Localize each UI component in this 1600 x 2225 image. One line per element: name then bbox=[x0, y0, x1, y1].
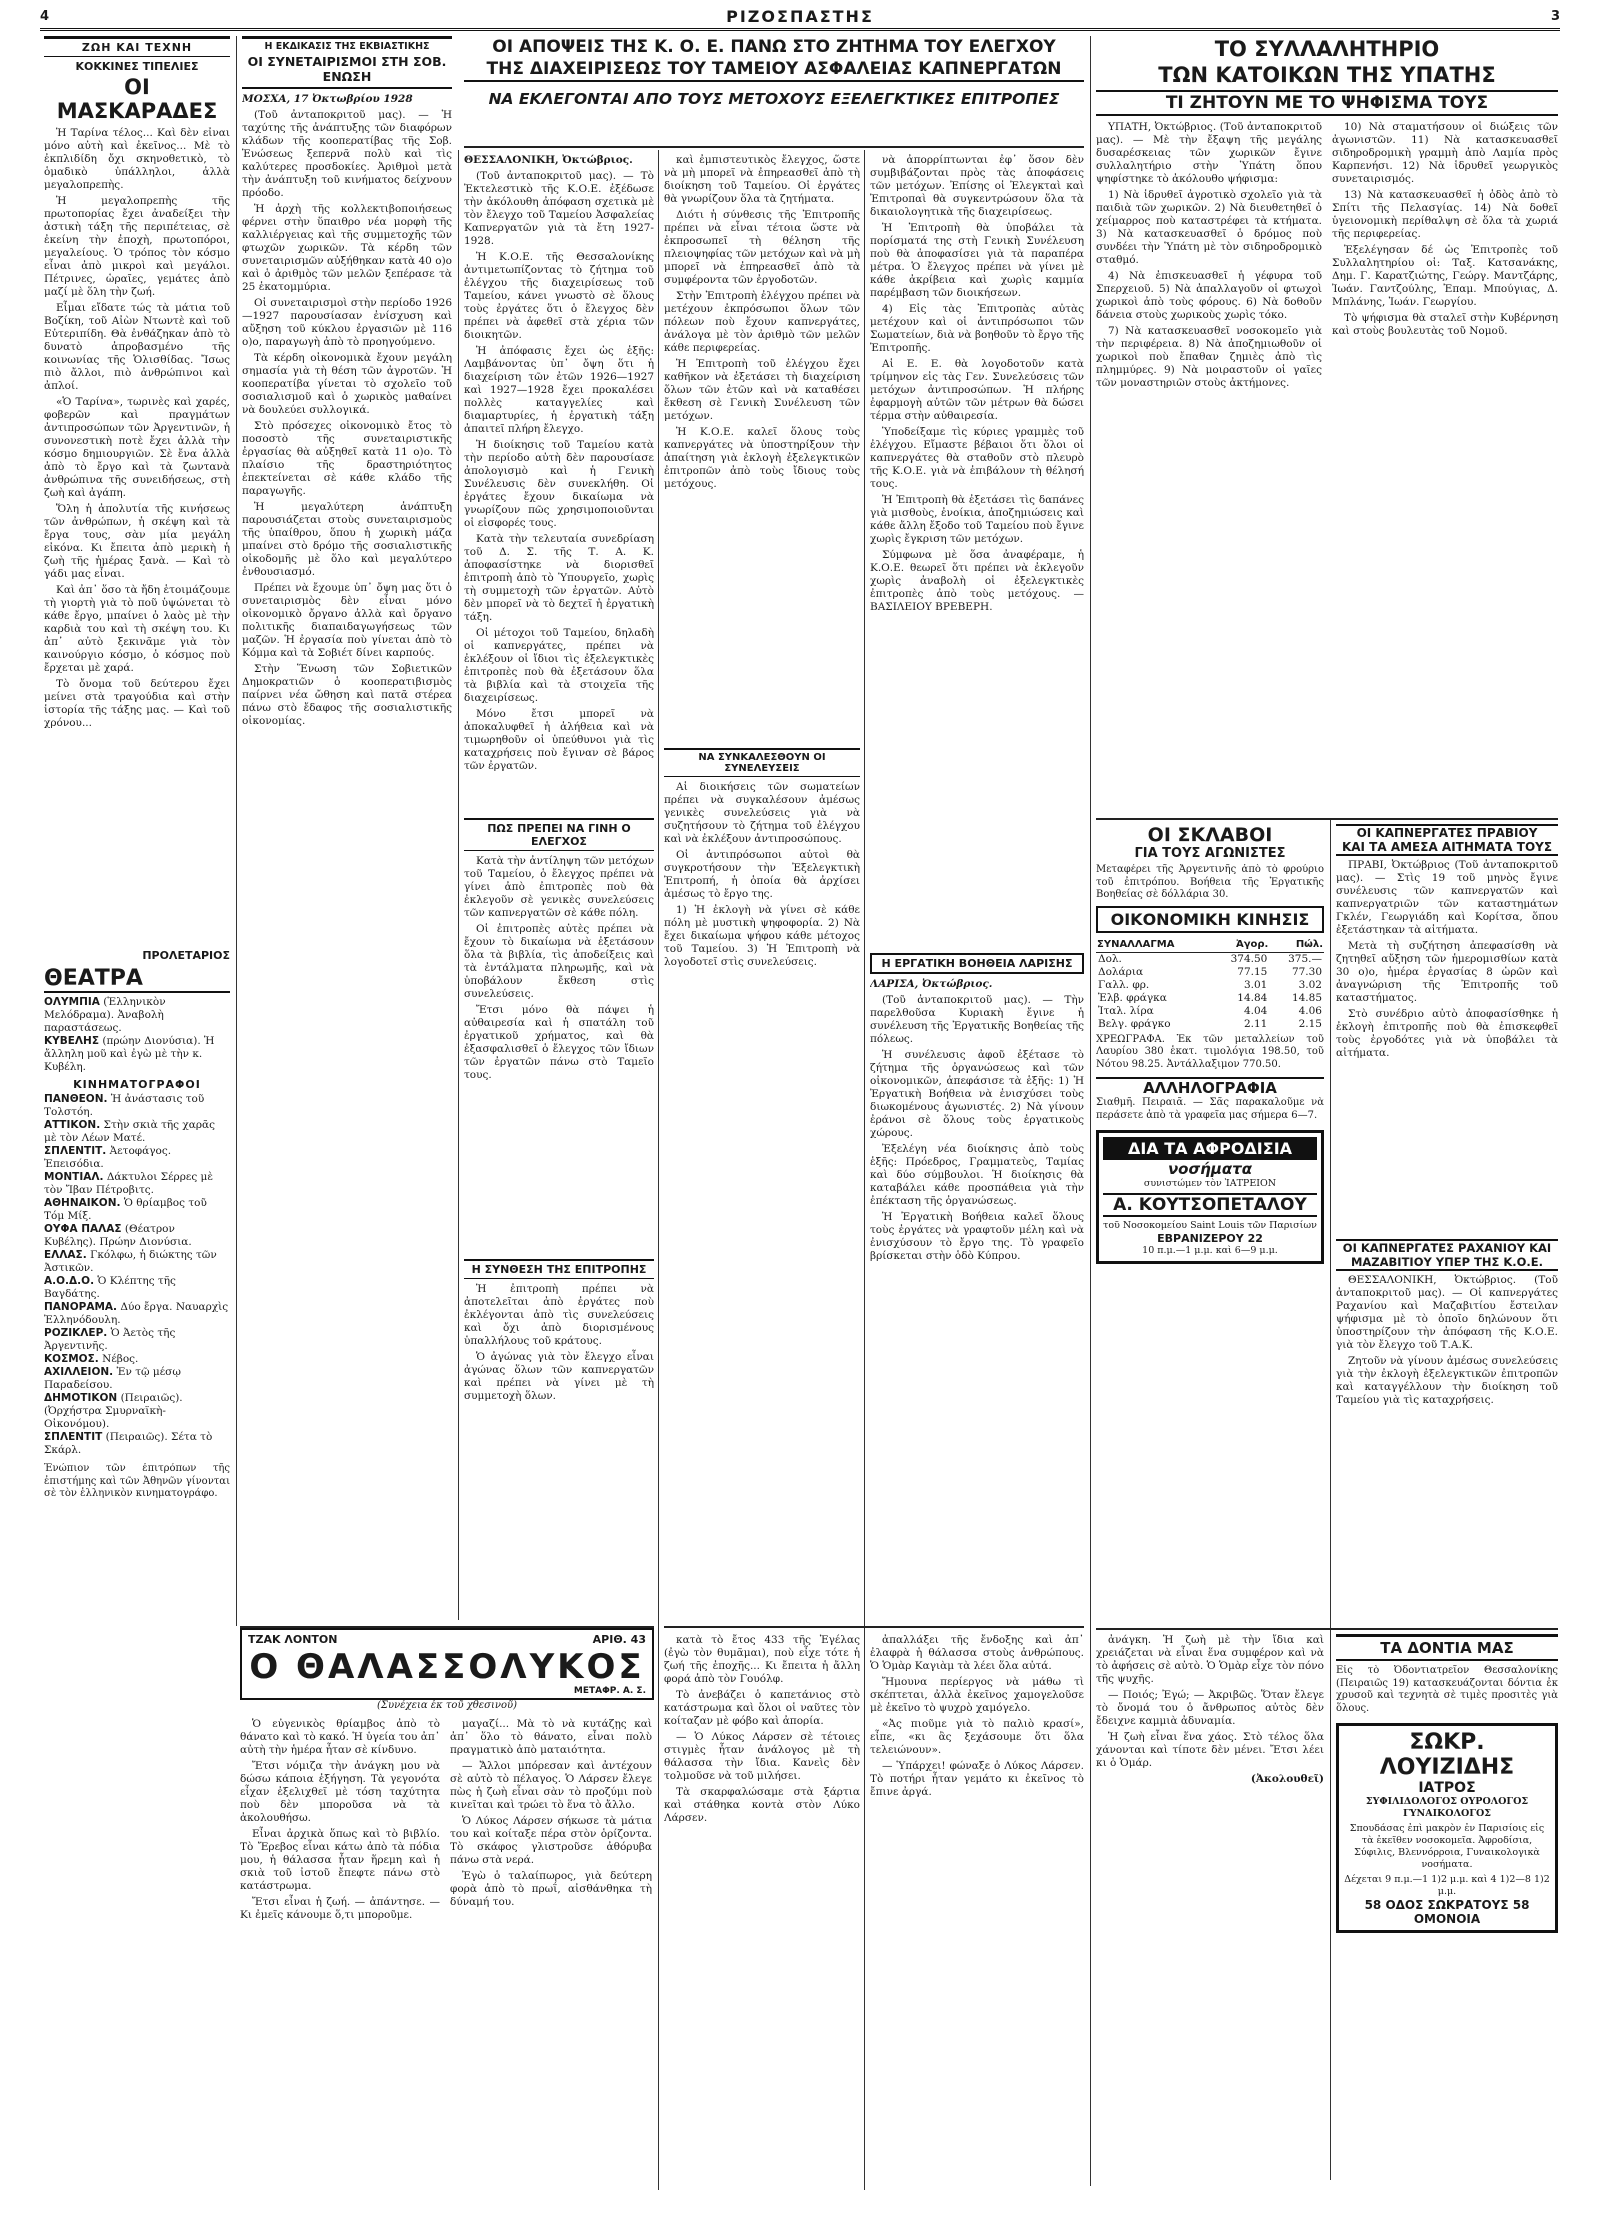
table-row bbox=[1096, 1018, 1324, 1031]
paragraph: Ἤμουνα περίεργος νὰ μάθω τὶ σκέπτεται, ἀλλὰ ἐκεῖνος χαμογελοῦσε μὲ ἐκεῖνο τὸ ψυχρὸ χαμόγελο. bbox=[870, 1676, 1084, 1714]
headline-line: ΜΑΖΑΒΙΤΙΟΥ ΥΠΕΡ ΤΗΣ Κ.Ο.Ε. bbox=[1336, 1255, 1558, 1271]
exchange-table bbox=[1096, 937, 1324, 1031]
paragraph: Στὴν Ἐπιτροπὴ ἐλέγχου πρέπει νὰ μετέχουν ἐκπρόσωποι ὅλων τῶν πόλεων ποὺ ἔχουν καπνεργάτες, ἀνάλογα μὲ τὸν ἀριθμὸ τῶν μελῶν κάθε περιφερείας. bbox=[664, 290, 860, 354]
newspaper-name: ΡΙΖΟΣΠΑΣΤΗΣ bbox=[726, 6, 874, 26]
paragraph: Ἡ διοίκησις τοῦ Ταμείου κατὰ τὴν περίοδο αὐτὴ δὲν παρουσίασε ἀπολογισμὸ καὶ ἡ Γενικὴ Συνέλευσις δὲν συνεκλήθη. Οἱ ἐργάτες ἔχουν δικαίωμα νὰ γνωρίζουν πῶς χρησιμοποιοῦνται οἱ εἰσφορές τους. bbox=[464, 439, 654, 529]
paragraph: Ὑποδείξαμε τὶς κύριες γραμμὲς τοῦ ἐλέγχου. Εἴμαστε βέβαιοι ὅτι ὅλοι οἱ καπνεργάτες θὰ σταθοῦν στὸ πλευρὸ τῆς Κ.Ο.Ε. γιὰ νὰ ἐπιβάλουν τὴ θέλησή τους. bbox=[870, 426, 1084, 490]
table-header: Ἀγορ. bbox=[1211, 937, 1270, 953]
listing-entry bbox=[44, 1301, 230, 1327]
article-body bbox=[664, 154, 860, 744]
listing-text: Ἀετοφάγος. Ἐπεισόδια. bbox=[44, 1145, 172, 1170]
cinema-list bbox=[44, 1093, 230, 1457]
table-cell: 3.02 bbox=[1298, 978, 1322, 991]
article-body bbox=[1096, 121, 1322, 811]
letters-title: ΑΛΛΗΛΟΓΡΑΦΙΑ bbox=[1096, 1077, 1324, 1097]
listing-name: ΠΑΝΟΡΑΜΑ. bbox=[44, 1301, 118, 1313]
column-rule bbox=[1090, 36, 1091, 2186]
doctor-text: Σπουδάσας ἐπὶ μακρὸν ἐν Παρισίοις εἰς τὰ ἐκεῖθεν νοσοκομεῖα. Ἀφροδίσια, Σύφιλις, Βλεννόρροια, Γυναικολογικὰ νοσήματα. bbox=[1349, 1823, 1545, 1870]
paragraph: Ἐγὼ ὁ ταλαίπωρος, γιὰ δεύτερη φορὰ ἀπὸ τὸ πρωΐ, αἰσθάνθηκα τὴ δύναμή του. bbox=[450, 1870, 652, 1908]
listing-entry bbox=[44, 1366, 230, 1392]
paragraph: 1) Ἡ ἐκλογὴ νὰ γίνει σὲ κάθε πόλη μὲ μυστικὴ ψηφοφορία. 2) Νὰ ἔχει δικαίωμα ψήφου κάθε μέτοχος τοῦ Ταμείου. 3) Ἡ Ἐπιτροπὴ νὰ λογοδοτεῖ στὶς συνελεύσεις. bbox=[664, 904, 860, 968]
table-cell: 14.84 bbox=[1237, 991, 1268, 1004]
listing-name: ΑΘΗΝΑΙΚΟΝ. bbox=[44, 1197, 121, 1209]
listing-entry bbox=[44, 1249, 230, 1275]
paragraph: Ἡ Κ.Ο.Ε. τῆς Θεσσαλονίκης ἀντιμετωπίζοντας τὸ ζήτημα τοῦ ἐλέγχου τῆς διαχειρίσεως τοῦ Ταμείου, κάνει γνωστὸ σὲ ὅλους τοὺς ἐργάτες ὅτι ὁ ἔλεγχος δὲν πρέπει νὰ ἀφεθεῖ στὰ χέρια τῶν διοικητῶν. bbox=[464, 251, 654, 341]
paragraph: 4) Εἰς τὰς Ἐπιτροπὰς αὐτὰς μετέχουν καὶ οἱ ἀντιπρόσωποι τῶν Σωματείων, διὰ νὰ βοηθοῦν τὸ ἔργο τῆς Ἐπιτροπῆς. bbox=[870, 303, 1084, 354]
listing-name: ΑΧΙΛΛΕΙΟΝ. bbox=[44, 1366, 114, 1378]
listing-entry bbox=[44, 1093, 230, 1119]
article-body bbox=[870, 154, 1084, 949]
listing-name: ΟΛΥΜΠΙΑ bbox=[44, 996, 100, 1008]
paragraph: — Ποιός; Ἐγώ; — Ἀκριβῶς. Ὅταν ἔλεγε τὸ ὄνομά του ὁ ἄνθρωπος αὐτὸς δὲν ἔδειχνε καμμιὰ ἀδυναμία. bbox=[1096, 1689, 1324, 1727]
to-be-continued: (Ἀκολουθεῖ) bbox=[1250, 1773, 1324, 1785]
advertisement bbox=[1096, 1130, 1324, 1264]
paragraph: Τὸ ψήφισμα θὰ σταλεῖ στὴν Κυβέρνηση καὶ στοὺς βουλευτὰς τοῦ Νομοῦ. bbox=[1332, 312, 1558, 337]
paragraph: — Ἄλλοι μπόρεσαν καὶ ἀντέχουν σὲ αὐτὸ τὸ πέλαγος. Ὁ Λάρσεν ἔλεγε πὼς ἡ ζωὴ εἶναι σὰν τὸ προζύμι ποὺ κινεῖται καὶ τρώει τὸ ἕνα τὸ ἄλλο. bbox=[450, 1760, 652, 1811]
paragraph: Ζητοῦν νὰ γίνουν ἀμέσως συνελεύσεις γιὰ τὴν ἐκλογὴ ἐξελεγκτικῶν ἐπιτροπῶν καὶ καταγγέλλουν τὴν διοίκηση τοῦ Ταμείου γιὰ τὶς καταχρήσεις. bbox=[1336, 1355, 1558, 1406]
headline-line-3: ΤΙ ΖΗΤΟΥΝ ΜΕ ΤΟ ΨΗΦΙΣΜΑ ΤΟΥΣ bbox=[1096, 90, 1558, 116]
divider bbox=[1096, 818, 1558, 820]
headline-line-3: ΝΑ ΕΚΛΕΓΟΝΤΑΙ ΑΠΟ ΤΟΥΣ ΜΕΤΟΧΟΥΣ ΕΞΕΛΕΓΚΤΙΚΕΣ ΕΠΙΤΡΟΠΕΣ bbox=[488, 90, 1060, 108]
workers-column bbox=[1336, 824, 1558, 1624]
ad-line: συνιστώμεν τὸν ἸΑΤΡΕΙΟΝ bbox=[1143, 1178, 1277, 1189]
listing-text: Γκόλφω, ἡ διώκτης τῶν Ἀστικῶν. bbox=[44, 1249, 217, 1274]
paragraph: Κατὰ τὴν τελευταία συνεδρίαση τοῦ Δ. Σ. τῆς Τ. Α. Κ. ἀποφασίστηκε νὰ διορισθεῖ ἐπιτροπὴ ἀπὸ τὸ Ὑπουργεῖο, χωρὶς τὴ συμμετοχὴ τῶν ἐργατῶν. Αὐτὸ δὲν μπορεῖ νὰ τὸ δεχτεῖ ἡ ἐργατικὴ τάξη. bbox=[464, 533, 654, 623]
headline-line: ΚΑΙ ΤΑ ΑΜΕΣΑ ΑΙΤΗΜΑΤΑ ΤΟΥΣ bbox=[1336, 840, 1558, 856]
teeth-title: ΤΑ ΔΟΝΤΙΑ ΜΑΣ bbox=[1336, 1634, 1558, 1661]
table-cell: 14.85 bbox=[1291, 991, 1322, 1004]
signature: ΠΡΟΛΕΤΑΡΙΟΣ bbox=[142, 949, 230, 962]
table-cell: 77.15 bbox=[1237, 965, 1268, 978]
theatre-list bbox=[44, 996, 230, 1074]
listing-entry bbox=[44, 1353, 230, 1366]
listing-text: (Θέατρον Κυβέλης). Πρώην Διονύσια. bbox=[44, 1223, 192, 1248]
listing-entry bbox=[44, 1145, 230, 1171]
article-body bbox=[44, 127, 230, 947]
listing-entry bbox=[44, 1197, 230, 1223]
serial-column-5 bbox=[1096, 1634, 1324, 2188]
footnote: Ἐνώπιον τῶν ἐπιτρόπων τῆς ἐπιστήμης καὶ τῶν Ἀθηνῶν γίνονται σὲ τὸν ἑλληνικὸν κινηματογράφο. bbox=[44, 1463, 230, 1499]
paragraph: Τὸ ὄνομα τοῦ δεύτερου ἔχει μείνει στὰ τραγούδια καὶ στὴν ἱστορία τῆς τάξης μας. — Καὶ τοῦ χρόνου... bbox=[44, 678, 230, 729]
divider bbox=[240, 1626, 654, 1628]
headline-line-1: ΤΟ ΣΥΛΛΑΛΗΤΗΡΙΟ bbox=[1214, 37, 1440, 61]
article-body bbox=[1336, 859, 1558, 1239]
table-cell: Βελγ. φράγκο bbox=[1098, 1017, 1171, 1030]
serial-title: Ο ΘΑΛΑΣΣΟΛΥΚΟΣ bbox=[249, 1647, 645, 1687]
paragraph: Ἡ ἀπόφασις ἔχει ὡς ἑξῆς: Λαμβάνοντας ὑπ᾽ ὄψη ὅτι ἡ διαχείριση τῶν ἐτῶν 1926—1927 καὶ 1927—1928 ἔχει προκαλέσει πολλὲς καταγγελίες καὶ διαμαρτυρίες, ἡ ἐργατικὴ τάξη ἀπαιτεῖ πλήρη ἔλεγχο. bbox=[464, 345, 654, 435]
table-header: Πώλ. bbox=[1269, 937, 1324, 953]
listing-text: (πρώην Διονύσια). Ἡ ἄλληλη μοῦ καὶ ἐγὼ μὲ τὴν κ. Κυβέλη. bbox=[44, 1035, 215, 1073]
serial-number: ΑΡΙΘ. 43 bbox=[592, 1633, 646, 1646]
listing-name: ΣΠΛΕΝΤΙΤ. bbox=[44, 1145, 107, 1157]
slaves-title: ΟΙ ΣΚΛΑΒΟΙ bbox=[1147, 824, 1273, 846]
doctor-hours: Δέχεται 9 π.μ.—1 1)2 μ.μ. καὶ 4 1)2—8 1)2 μ.μ. bbox=[1344, 1874, 1550, 1897]
paragraph: Ἡ ἐπιτροπὴ πρέπει νὰ ἀποτελεῖται ἀπὸ ἐργάτες ποὺ ἐκλέγονται ἀπὸ τὶς συνελεύσεις καὶ ὄχι ἀπὸ διορισμένους ὑπαλλήλους τοῦ κράτους. bbox=[464, 1283, 654, 1347]
paragraph: ΘΕΣΣΑΛΟΝΙΚΗ, Ὀκτώβριος. (Τοῦ ἀνταποκριτοῦ μας). — Οἱ καπνεργάτες Ραχανίου καὶ Μαζαβιτίου ἔστειλαν ψήφισμα μὲ τὸ ὁποῖο δηλώνουν ὅτι ὑποστηρίζουν τὴν ἀπόφαση τῆς Κ.Ο.Ε. γιὰ τὸν ἔλεγχο τοῦ Τ.Α.Κ. bbox=[1336, 1274, 1558, 1351]
page-number-left: 4 bbox=[40, 8, 50, 24]
paragraph: Ἡ Ἐπιτροπὴ θὰ ὑποβάλει τὰ πορίσματά της στὴ Γενικὴ Συνέλευση ποὺ θὰ ἀποφασίσει γιὰ τὰ παραπέρα μέτρα. Ὁ ἔλεγχος πρέπει νὰ γίνει μὲ κάθε ἀκρίβεια καὶ χωρὶς καμμία παρέμβαση τῶν διοικήσεων. bbox=[870, 222, 1084, 299]
serial-author: ΤΖΑΚ ΛΟΝΤΟΝ bbox=[248, 1633, 338, 1646]
doctor-place: ΟΜΟΝΟΙΑ bbox=[1413, 1912, 1481, 1926]
main-article-column-3 bbox=[870, 154, 1084, 1614]
column-rule bbox=[458, 150, 459, 1620]
table-cell: Ἰταλ. λίρα bbox=[1098, 1004, 1154, 1017]
paragraph: Ἐξελέγη νέα διοίκησις ἀπὸ τοὺς ἑξῆς: Πρόεδρος, Γραμματεὺς, Ταμίας καὶ δύο σύμβουλοι. Ἡ διοίκησις θὰ καταβάλει κάθε προσπάθεια γιὰ τὴν ἐπέκταση τῆς ὀργανώσεως. bbox=[870, 1143, 1084, 1207]
paragraph: Οἱ ἀντιπρόσωποι αὐτοὶ θὰ συγκροτήσουν τὴν Ἐξελεγκτικὴ Ἐπιτροπή, ἡ ὁποία θὰ ἀρχίσει ἀμέσως τὸ ἔργο της. bbox=[664, 849, 860, 900]
listing-name: ΚΥΒΕΛΗΣ bbox=[44, 1035, 100, 1047]
paragraph: Οἱ συνεταιρισμοὶ στὴν περίοδο 1926—1927 παρουσίασαν ἐνίσχυση καὶ αὔξηση τοῦ κύκλου ἐργασιῶν μὲ 116 ο)ο, παραγωγὴ ἀπὸ τὸ προηγούμενο. bbox=[242, 297, 452, 348]
listing-text: Νέβος. bbox=[102, 1353, 139, 1365]
listing-entry bbox=[44, 1327, 230, 1353]
paragraph: Ὁ εὐγενικὸς θρίαμβος ἀπὸ τὸ θάνατο καὶ τὸ κακό. Ἡ ὑγεία του ἀπ᾽ αὐτὴ τὴν ἡμέρα ἦταν σὲ κίνδυνο. bbox=[240, 1718, 440, 1756]
paragraph: (Τοῦ ἀνταποκριτοῦ μας). — Τὴν παρελθοῦσα Κυριακὴ ἔγινε ἡ συνέλευση τῆς Ἐργατικῆς Βοηθείας τῆς πόλεως. bbox=[870, 994, 1084, 1045]
listing-entry bbox=[44, 996, 230, 1035]
paragraph: ἀνάγκη. Ἡ ζωὴ μὲ τὴν ἴδια καὶ χρειάζεται νὰ εἶναι ἕνα συμφέρον καὶ νὰ τὸ ἀφήσεις σὲ αὐτὸ. Ὁ Ὁμὰρ εἶχε τὸν πόνο τῆς ψυχῆς. bbox=[1096, 1634, 1324, 1685]
table-row bbox=[1096, 952, 1324, 966]
listing-name: ΔΗΜΟΤΙΚΟΝ bbox=[44, 1392, 118, 1404]
listing-text: Ἐν τῷ μέσῳ Παραδείσου. bbox=[44, 1366, 181, 1391]
paragraph: Καὶ ἀπ᾽ ὅσο τὰ ἤδη ἑτοιμάζουμε τὴ γιορτὴ γιὰ τὸ ποῦ ὑψώνεται τὸ κάθε ἔργο, μπαίνει ὁ λαὸς μὲ τὴν καρδιὰ του καὶ τὴ σκέψη του. Κι ἀπ᾽ αὐτὸ ξεκινᾶμε γιὰ τὸν καινούργιο κόσμο, ὁ κόσμος ποὺ ἔρχεται μὲ χαρά. bbox=[44, 584, 230, 674]
cinemas-title: ΚΙΝΗΜΑΤΟΓΡΑΦΟΙ bbox=[73, 1078, 201, 1091]
ad-hours: 10 π.μ.—1 μ.μ. καὶ 6—9 μ.μ. bbox=[1142, 1245, 1278, 1256]
slaves-text: Μεταφέρει τῆς Ἀργεντινῆς ἀπὸ τὸ φρούριο τοῦ ἐπιτρόπου. Βοήθεια τῆς Ἐργατικῆς Βοηθείας σὲ δόλλάρια 30. bbox=[1096, 864, 1324, 900]
masthead bbox=[40, 4, 1560, 31]
table-cell: 4.06 bbox=[1298, 1004, 1322, 1017]
article-body bbox=[464, 154, 654, 814]
paragraph: Ἡ συνέλευσις ἀφοῦ ἐξέτασε τὸ ζήτημα τῆς ὀργανώσεως καὶ τῶν οἰκονομικῶν, ἀπεφάσισε τὰ ἑξῆς: 1) Ἡ Ἐργατικὴ Βοήθεια νὰ ἐνισχύσει τοὺς διωκομένους ἀγωνιστές. 2) Νὰ γίνουν ἐράνοι σὲ ὅλους τοὺς ἐργατικοὺς χώρους. bbox=[870, 1049, 1084, 1139]
listing-name: ΟΥΦΑ ΠΑΛΑΣ bbox=[44, 1223, 122, 1235]
letters-text: Σιαθμῆ. Πειραιᾶ. — Σᾶς παρακαλοῦμε νὰ περάσετε ἀπὸ τὰ γραφεῖα μας σήμερα 6—7. bbox=[1096, 1097, 1324, 1121]
paragraph: Τὸ ἀνεβάζει ὁ καπετάνιος στὸ κατάστρωμα καὶ ὅλοι οἱ ναῦτες τὸν κοίταζαν μὲ φόβο καὶ ἀπορία. bbox=[664, 1689, 860, 1727]
table-cell: 374.50 bbox=[1230, 952, 1268, 965]
headline-line: ΟΙ ΚΑΠΝΕΡΓΑΤΕΣ ΡΑΧΑΝΙΟΥ ΚΑΙ bbox=[1336, 1239, 1558, 1255]
listing-text: Στὴν σκιὰ τῆς χαρᾶς μὲ τὸν Λέων Ματέ. bbox=[44, 1119, 215, 1144]
paragraph: 1) Νὰ ἱδρυθεῖ ἀγροτικὸ σχολεῖο γιὰ τὰ παιδιὰ τῶν χωρικῶν. 2) Νὰ διευθετηθεῖ ὁ χείμαρρος ποὺ καταστρέφει τὰ κτήματα. 3) Νὰ κατασκευασθεῖ ὁ δρόμος ποὺ συνδέει τὴν Ὑπάτη μὲ τὸν σιδηροδρομικὸ σταθμό. bbox=[1096, 189, 1322, 266]
paragraph: Ἔτσι νόμιζα τὴν ἀνάγκη μου νὰ δώσω κάποια ἐξήγηση. Τὰ γεγονότα εἶχαν ἐξελιχθεῖ μὲ τόση ταχύτητα ποὺ δὲν μποροῦσα νὰ τὰ ἀκολουθήσω. bbox=[240, 1760, 440, 1824]
paragraph: Ἔτσι εἶναι ἡ ζωή. — ἀπάντησε. — Κι ἐμεῖς κάνουμε ὅ,τι μποροῦμε. bbox=[240, 1896, 440, 1921]
table-header: ΣΥΝΑΛΛΑΓΜΑ bbox=[1096, 937, 1211, 953]
listing-name: Α.Ο.Δ.Ο. bbox=[44, 1275, 95, 1287]
paragraph: — Ὑπάρχει! φώναξε ὁ Λύκος Λάρσεν. Τὸ ποτήρι ἦταν γεμάτο κι ἐκεῖνος τὸ ἔπινε ἀργά. bbox=[870, 1760, 1084, 1798]
table-cell: 77.30 bbox=[1291, 965, 1322, 978]
paragraph: Ὁ Λύκος Λάρσεν σήκωσε τὰ μάτια του καὶ κοίταξε πέρα στὸν ὁρίζοντα. Τὸ σκάφος γλιστροῦσε ἀθόρυβα πάνω στὰ νερά. bbox=[450, 1815, 652, 1866]
paragraph: Ὁ ἀγώνας γιὰ τὸν ἔλεγχο εἶναι ἀγώνας ὅλων τῶν καπνεργατῶν καὶ πρέπει νὰ γίνει μὲ τὴ συμμετοχὴ ὅλων. bbox=[464, 1351, 654, 1402]
listing-entry bbox=[44, 1275, 230, 1301]
listing-text: Ὁ Κλέπτης τῆς Βαγδάτης. bbox=[44, 1275, 176, 1300]
paragraph: Ἡ μεγαλύτερη ἀνάπτυξη παρουσιάζεται στοὺς συνεταιρισμοὺς τῆς ὑπαίθρου, ὅπου ἡ χωρικὴ μάζα μπαίνει στὸ δρόμο τῆς σοσιαλιστικῆς οἰκοδομῆς μὲ ὅλο καὶ μεγαλύτερο ἐνθουσιασμό. bbox=[242, 501, 452, 578]
article-title: ΟΙ ΜΑΣΚΑΡΑΔΕΣ bbox=[56, 75, 218, 123]
paragraph: 10) Νὰ σταματήσουν οἱ διώξεις τῶν ἀγωνιστῶν. 11) Νὰ κατασκευασθεῖ σιδηροδρομικὴ γραμμὴ ἀπὸ Λαμία πρὸς Καρπενήσι. 12) Νὰ ἱδρυθεῖ γεωργικὸς συνεταιρισμός. bbox=[1332, 121, 1558, 185]
paragraph: Εἶναι ἀρχικὰ ὅπως καὶ τὸ βιβλίο. Τὸ Ἔρεβος εἶναι κάτω ἀπὸ τὰ πόδια μου, ἡ θάλασσα ἦταν ἥρεμη καὶ ἡ σκιὰ τοῦ ἰστοῦ ἔπεφτε πάνω στὸ κατάστρωμα. bbox=[240, 1828, 440, 1892]
paragraph: μαγαζί... Μὰ τὸ νὰ κυτάζῃς καὶ ἀπ᾽ ὅλο τὸ θάνατο, εἶναι πολὺ πραγματικὸ ἀπὸ ματαιότητα. bbox=[450, 1718, 652, 1756]
kicker: Η ΕΚΔΙΚΑΣΙΣ ΤΗΣ ΕΚΒΙΑΣΤΙΚΗΣ bbox=[242, 36, 452, 52]
article-body bbox=[464, 855, 654, 1255]
headline-line-2: ΤΗΣ ΔΙΑΧΕΙΡΙΣΕΩΣ ΤΟΥ ΤΑΜΕΙΟΥ ΑΣΦΑΛΕΙΑΣ ΚΑΠΝΕΡΓΑΤΩΝ bbox=[464, 58, 1084, 82]
dateline: ΘΕΣΣΑΛΟΝΙΚΗ, Ὀκτώβριος. bbox=[464, 154, 633, 166]
serial-header bbox=[240, 1628, 654, 1700]
page-number-right: 3 bbox=[1550, 8, 1560, 24]
ad-heading: ΔΙΑ ΤΑ ΑΦΡΟΔΙΣΙΑ bbox=[1103, 1137, 1317, 1160]
divider bbox=[464, 146, 1084, 148]
divider bbox=[1096, 1628, 1558, 1630]
paragraph: Ἡ ἀρχὴ τῆς κολλεκτιβοποιήσεως φέρνει στὴν ὕπαιθρο νέα μορφὴ τῆς καλλιέργειας καὶ τῆς συμμετοχῆς τῶν φτωχῶν χωρικῶν. Τὰ κέρδη τῶν συνεταιρισμῶν αὐξήθηκαν κατὰ 40 ο)ο καὶ ὁ ἀριθμὸς τῶν μελῶν ξεπέρασε τὰ 25 ἑκατομμύρια. bbox=[242, 203, 452, 293]
table-cell: 3.01 bbox=[1243, 978, 1268, 991]
listing-entry bbox=[44, 1171, 230, 1197]
ad-line: τοῦ Νοσοκομείου Saint Louis τῶν Παρισίων bbox=[1103, 1220, 1317, 1231]
paragraph: (Τοῦ ἀνταποκριτοῦ μας). — Τὸ Ἐκτελεστικὸ τῆς Κ.Ο.Ε. ἐξέδωσε τὴν ἀκόλουθη ἀπόφαση σχετικὰ μὲ τὸν ἔλεγχο τοῦ Ταμείου Ἀσφαλείας Καπνεργατῶν γιὰ τὰ ἔτη 1927-1928. bbox=[464, 170, 654, 247]
main-article-column-2 bbox=[664, 154, 860, 1614]
paragraph: 13) Νὰ κατασκευασθεῖ ἡ ὁδὸς ἀπὸ τὸ Σπίτι τῆς Πελασγίας. 14) Νὰ δοθεῖ ὑγειονομικὴ περίθαλψη σὲ ὅλα τὰ χωριά τῆς περιφερείας. bbox=[1332, 189, 1558, 240]
article-body bbox=[464, 1283, 654, 1406]
listing-entry bbox=[44, 1119, 230, 1145]
subheading: ΠΩΣ ΠΡΕΠΕΙ ΝΑ ΓΙΝΗ Ο ΕΛΕΓΧΟΣ bbox=[464, 818, 654, 851]
paragraph: Στὴν Ἕνωση τῶν Σοβιετικῶν Δημοκρατιῶν ὁ κοοπερατιβισμὸς παίρνει νέα ὤθηση καὶ πατᾶ στέρεα πάνω στὸ ἔδαφος τῆς σοσιαλιστικῆς οἰκονομίας. bbox=[242, 663, 452, 727]
column-rule bbox=[658, 150, 659, 2190]
boxed-headline: Η ΕΡΓΑΤΙΚΗ ΒΟΗΘΕΙΑ ΛΑΡΙΣΗΣ bbox=[870, 953, 1084, 974]
listing-name: ΠΑΝΘΕΟΝ. bbox=[44, 1093, 108, 1105]
listing-name: ΚΟΣΜΟΣ. bbox=[44, 1353, 99, 1365]
paragraph: Ἡ Ἐπιτροπὴ τοῦ ἐλέγχου ἔχει καθῆκον νὰ ἐξετάσει τὴ διαχείριση ὅλων τῶν ἐτῶν καὶ νὰ καταθέσει ἔκθεση σὲ Γενικὴ Συνέλευση τῶν μετόχων. bbox=[664, 358, 860, 422]
serial-continued bbox=[240, 1700, 654, 1720]
ads-column bbox=[1336, 1634, 1558, 2194]
article-body bbox=[870, 978, 1084, 1266]
listing-entry bbox=[44, 1431, 230, 1457]
slaves-subtitle: ΓΙΑ ΤΟΥΣ ΑΓΩΝΙΣΤΕΣ bbox=[1134, 846, 1286, 861]
listing-name: ΜΟΝΤΙΑΛ. bbox=[44, 1171, 104, 1183]
paragraph: Ὅλη ἡ ἀπολυτία τῆς κινήσεως τῶν ἀνθρώπων, ἡ σκέψη καὶ τὰ ἔργα τους, σὰν μία μεγάλη εἰκόνα. Κι ἔπειτα ἀπὸ μερικὴ ἡ ζωὴ τῆς ἡμέρας ξανὰ. — Καὶ τὸ γάδι μας εἶναι. bbox=[44, 503, 230, 580]
doctor-advertisement bbox=[1336, 1723, 1558, 1933]
table-cell: Δολάρια bbox=[1098, 965, 1144, 978]
main-headline bbox=[464, 36, 1084, 148]
table-row bbox=[1096, 992, 1324, 1005]
table-cell: 4.04 bbox=[1243, 1004, 1268, 1017]
section-kicker: ΖΩΗ ΚΑΙ ΤΕΧΝΗ bbox=[44, 36, 230, 57]
listing-entry bbox=[44, 1223, 230, 1249]
paragraph: Μετὰ τὴ συζήτηση ἀπεφασίσθη νὰ ζητηθεῖ αὔξηση τῶν ἡμερομισθίων κατὰ 30 ο)ο, ἡμέρα ἐργασίας 8 ὡρῶν καὶ ἀναγνώριση τῆς Ἐπιτροπῆς τοῦ καταστήματος. bbox=[1336, 940, 1558, 1004]
two-column-body bbox=[1096, 121, 1558, 811]
ad-line: νοσήματα bbox=[1167, 1160, 1253, 1178]
paragraph: Ἐξελέγησαν δέ ὡς Ἐπιτροπὲς τοῦ Συλλαλητηρίου οἱ: Ταξ. Κατσανάκης, Δημ. Γ. Καρατζιώτης, Γεώργ. Μαντζάρης, Ἰωάν. Γαντζούλης, Ἐπαμ. Μπούγιας, Δ. Μπλάνης, Ἰωάν. Γεωργίου. bbox=[1332, 244, 1558, 308]
paragraph: νὰ ἀπορρίπτωνται ἐφ᾽ ὅσον δὲν συμβιβάζονται πρὸς τὰς ἀποφάσεις τῶν μετόχων. Ἐπίσης οἱ Ἐλεγκταὶ καὶ Ἐπιτροπαὶ θὰ συγκεντρώσουν ὅλα τὰ δικαιολογητικὰ τῆς διαχειρίσεως. bbox=[870, 154, 1084, 218]
paragraph: ἀπαλλάξει τῆς ἔνδοξης καὶ ἀπ᾽ ἐλαφρὰ ἡ θάλασσα στοὺς ἀνθρώπους. Ὁ Ὁμὰρ Καγιὰμ τὰ λέει ὅλα αὐτά. bbox=[870, 1634, 1084, 1672]
paragraph: Μόνο ἔτσι μπορεῖ νὰ ἀποκαλυφθεῖ ἡ ἀλήθεια καὶ νὰ τιμωρηθοῦν οἱ ὑπεύθυνοι γιὰ τὶς καταχρήσεις ποὺ ἔγιναν σὲ βάρος τῶν ἐργατῶν. bbox=[464, 708, 654, 772]
listing-text: (Πειραιῶς). Σέτα τὸ Σκάρλ. bbox=[44, 1431, 213, 1456]
economy-title: ΟΙΚΟΝΟΜΙΚΗ ΚΙΝΗΣΙΣ bbox=[1096, 906, 1324, 933]
continued-note: (Συνέχεια ἐκ τοῦ χθεσινοῦ) bbox=[377, 1700, 517, 1711]
paragraph: Αἱ Ε. Ε. θὰ λογοδοτοῦν κατὰ τρίμηνον εἰς τὰς Γεν. Συνελεύσεις τῶν μετόχων ἀντιπροσώπων. Ἡ πλήρης ἐφαρμογὴ αὐτῶν τῶν μέτρων θὰ δώσει τέρμα στὴν αὐθαιρεσία. bbox=[870, 358, 1084, 422]
paragraph: Ἡ Κ.Ο.Ε. καλεῖ ὅλους τοὺς καπνεργάτες νὰ ὑποστηρίξουν τὴν ἀπαίτηση γιὰ ἐκλογὴ ἐξελεγκτικῶν ἐπιτροπῶν ἀπὸ τοὺς ἴδιους τοὺς μετόχους. bbox=[664, 426, 860, 490]
table-row bbox=[1096, 1005, 1324, 1018]
table-row bbox=[1096, 979, 1324, 992]
paragraph: Ἔτσι μόνο θὰ πάψει ἡ αὐθαιρεσία καὶ ἡ σπατάλη τοῦ ἐργατικοῦ χρήματος, καὶ θὰ ἐξασφαλισθεῖ ὁ ἔλεγχος τῶν ἴδιων τῶν ἐργατῶν πάνω στὸ Ταμεῖο τους. bbox=[464, 1004, 654, 1081]
listing-name: ΑΤΤΙΚΟΝ. bbox=[44, 1119, 101, 1131]
listing-text: Ὁ θρίαμβος τοῦ Τόμ Μίξ. bbox=[44, 1197, 207, 1222]
paragraph: καὶ ἐμπιστευτικὸς ἔλεγχος, ὥστε νὰ μὴ μπορεῖ νὰ ἐπηρεασθεῖ ἀπὸ τὴ διοίκηση τοῦ Ταμείου. Οἱ ἐργάτες θὰ γνωρίζουν ὅλα τὰ ζητήματα. bbox=[664, 154, 860, 205]
listing-name: ΕΛΛΑΣ. bbox=[44, 1249, 87, 1261]
paragraph: Ἡ Ταρίνα τέλος... Καὶ δὲν εἶναι μόνο αὐτὴ καὶ ἐκεῖνος... Μὲ τὸ ἐκπλιδίδη ὄχι σκηνοθετικὸ, τὸ ὁμαδικὸ ὑπάλληλοι, ἀλλὰ μεγαλοπρεπὴς. bbox=[44, 127, 230, 191]
listing-entry bbox=[44, 1392, 230, 1431]
paragraph: Στὸ συνέδριο αὐτὸ ἀποφασίσθηκε ἡ ἐκλογὴ ἐπιτροπῆς ποὺ θὰ ἐπισκεφθεῖ τοὺς ἐργοδότες γιὰ νὰ ὑποβάλει τὰ αἰτήματα. bbox=[1336, 1008, 1558, 1059]
table-cell: Ἑλβ. φράγκα bbox=[1098, 991, 1167, 1004]
paragraph: 4) Νὰ ἐπισκευασθεῖ ἡ γέφυρα τοῦ Σπερχειοῦ. 5) Νὰ ἀπαλλαγοῦν οἱ φτωχοὶ χωρικοὶ ἀπὸ τοὺς φόρους. 6) Νὰ δοθοῦν δάνεια στοὺς χωρικοὺς χωρὶς τόκο. bbox=[1096, 270, 1322, 321]
paragraph: (Τοῦ ἀνταποκριτοῦ μας). — Ἡ ταχύτης τῆς ἀνάπτυξης τῶν διαφόρων κλάδων τῆς κοοπερατίβας τῆς Σοβ. Ἑνώσεως ξεπερνᾶ πολὺ καὶ τὶς καλύτερες προσδοκίες. Ἀριθμοὶ μετὰ τὴν ἀνάπτυξη τοῦ κινήματος δείχνουν πρόοδο. bbox=[242, 109, 452, 199]
column-rule bbox=[236, 36, 237, 1626]
rubric: ΚΟΚΚΙΝΕΣ ΤΙΠΕΛΙΕΣ bbox=[75, 60, 199, 73]
column-rule bbox=[1330, 820, 1331, 2180]
serial-translator: ΜΕΤΑΦΡ. Α. Σ. bbox=[573, 1686, 646, 1696]
paragraph: Ἡ Ἐργατικὴ Βοήθεια καλεῖ ὅλους τοὺς ἐργάτες νὰ γραφτοῦν μέλη καὶ νὰ ἐνισχύσουν τὸ ἔργο της. Τὸ γραφεῖο βρίσκεται στὴν ὁδὸ Κύπρου. bbox=[870, 1211, 1084, 1262]
paragraph: Ἡ ζωὴ εἶναι ἕνα χάος. Στὸ τέλος ὅλα χάνονται καὶ τίποτε δὲν μένει. Ἔτσι λέει κι ὁ Ὁμάρ. bbox=[1096, 1731, 1324, 1769]
article-body bbox=[242, 93, 452, 1593]
article-body bbox=[1336, 1274, 1558, 1410]
main-article-column-1 bbox=[464, 154, 654, 1614]
paragraph: Οἱ μέτοχοι τοῦ Ταμείου, δηλαδὴ οἱ καπνεργάτες, πρέπει νὰ ἐκλέξουν οἱ ἴδιοι τὶς ἐξελεγκτικὲς ἐπιτροπὲς ποὺ θὰ ἐξετάσουν ὅλα τὰ βιβλία καὶ τὰ στοιχεῖα τῆς διαχειρίσεως. bbox=[464, 627, 654, 704]
doctor-specialty: ΣΥΦΙΛΙΔΟΛΟΓΟΣ ΟΥΡΟΛΟΓΟΣ ΓΥΝΑΙΚΟΛΟΓΟΣ bbox=[1365, 1796, 1529, 1819]
paragraph: 7) Νὰ κατασκευασθεῖ νοσοκομεῖο γιὰ τὴν περιφέρεια. 8) Νὰ ἀποζημιωθοῦν οἱ χωρικοὶ ποὺ ἔπαθαν ζημιὲς ἀπὸ τὶς πλημμύρες. 9) Νὰ μοιραστοῦν οἱ γαῖες τῶν μοναστηριῶν στοὺς ἀκτήμονες. bbox=[1096, 325, 1322, 389]
subheading: Η ΣΥΝΘΕΣΗ ΤΗΣ ΕΠΙΤΡΟΠΗΣ bbox=[464, 1259, 654, 1279]
paragraph: Πρέπει νὰ ἔχουμε ὑπ᾽ ὄψη μας ὅτι ὁ συνεταιρισμὸς δὲν εἶναι μόνο οἰκονομικὸ ὄργανο ἀλλὰ καὶ ὄργανο πολιτικῆς διαπαιδαγωγήσεως τῶν μαζῶν. Ἡ ἐργασία ποὺ γίνεται ἀπὸ τὸ Κόμμα καὶ τὰ Σοβιέτ δίνει καρπούς. bbox=[242, 582, 452, 659]
listing-text: Ἡ ἀνάστασις τοῦ Τολστόη. bbox=[44, 1093, 205, 1118]
article-title: ΟΙ ΣΥΝΕΤΑΙΡΙΣΜΟΙ ΣΤΗ ΣΟΒ. ΕΝΩΣΗ bbox=[242, 52, 452, 89]
subheading: ΝΑ ΣΥΝΚΑΛΕΣΘΟΥΝ ΟΙ ΣΥΝΕΛΕΥΣΕΙΣ bbox=[664, 748, 860, 777]
doctor-address: 58 ΟΔΟΣ ΣΩΚΡΑΤΟΥΣ 58 bbox=[1364, 1898, 1530, 1912]
table-cell: 375.— bbox=[1288, 952, 1322, 965]
ad-address: ΕΒΡΑΝΙΖΕΡΟΥ 22 bbox=[1157, 1232, 1263, 1245]
paragraph: Τὰ σκαρφαλώσαμε στὰ ξάρτια καὶ στάθηκα κοντὰ στὸν Λύκο Λάρσεν. bbox=[664, 1786, 860, 1824]
table-cell: 2.15 bbox=[1298, 1017, 1322, 1030]
paragraph: Στὸ πρόσεχες οἰκονομικὸ ἔτος τὸ ποσοστὸ τῆς συνεταιριστικῆς ἐργασίας θὰ αὐξηθεῖ κατὰ 11 ο)ο. Τὸ πλαίσιο τῆς δραστηριότητος ἐπεκτείνεται σὲ κάθε κλάδο τῆς παραγωγῆς. bbox=[242, 420, 452, 497]
listing-name: ΡΟΖΙΚΛΕΡ. bbox=[44, 1327, 108, 1339]
serial-column-3 bbox=[664, 1634, 860, 2188]
listing-entry bbox=[44, 1035, 230, 1074]
paragraph: Ἡ μεγαλοπρεπὴς τῆς πρωτοπορίας ἔχει ἀναδείξει τὴν ἀστικὴ τάξη τῆς περιπέτειας, σὲ ἐκείνη τὴν ἐποχὴ, πρωτοπόροι, μεγαλείους. Ὁ τρόπος τὸν κόσμο εἶναι ἀπὸ μικροὶ καὶ μεγάλοι. Πέτρινες, ὡραῖες, γεμάτες ἀπὸ μαζί μὲ ὅλη τὴν ζωή. bbox=[44, 195, 230, 298]
column-rule bbox=[864, 150, 865, 2190]
paragraph: Κατὰ τὴν ἀντίληψη τῶν μετόχων τοῦ Ταμείου, ὁ ἔλεγχος πρέπει νὰ γίνει ἀπὸ ἐπιτροπὲς ποὺ θὰ ἐκλεγοῦν σὲ γενικὲς συνελεύσεις τῶν καπνεργατῶν σὲ κάθε πόλη. bbox=[464, 855, 654, 919]
securities-text: ΧΡΕΩΓΡΑΦΑ. Ἐκ τῶν μεταλλείων τοῦ Λαυρίου 380 ἑκατ. τιμολόγια 198.50, τοῦ Νότου 98.25. Ἀντάλλαξιμον 770.50. bbox=[1096, 1033, 1324, 1070]
paragraph: Ἡ Ἐπιτροπὴ θὰ ἐξετάσει τὶς δαπάνες γιὰ μισθοὺς, ἐνοίκια, ἀποζημιώσεις καὶ κάθε ἄλλη ἔξοδο τοῦ Ταμείου ποὺ ἔγινε χωρὶς ἔγκριση τῶν μετόχων. bbox=[870, 494, 1084, 545]
headline-line: ΟΙ ΚΑΠΝΕΡΓΑΤΕΣ ΠΡΑΒΙΟΥ bbox=[1336, 824, 1558, 840]
table-cell: Δολ. bbox=[1098, 952, 1122, 965]
paragraph: Οἱ ἐπιτροπὲς αὐτὲς πρέπει νὰ ἔχουν τὸ δικαίωμα νὰ ἐξετάσουν ὅλα τὰ βιβλία, τὶς ἀποδείξεις καὶ τὰ ἐντάλματα πληρωμῆς, καὶ νὰ ὑποβάλουν ἔκθεση στὶς συνελεύσεις. bbox=[464, 923, 654, 1000]
divider bbox=[664, 1626, 1084, 1628]
cooperatives-column bbox=[242, 36, 452, 1616]
serial-column-1 bbox=[240, 1718, 440, 2188]
paragraph: κατὰ τὸ ἔτος 433 τῆς Ἐγέλας (ἐγὼ τὸν θυμᾶμαι), ποὺ εἶχε τότε ἡ ζωή τῆς ἐποχῆς... Κι ἔπειτα ἡ ἄλλη φορά ἀπὸ τὸν Γουόλφ. bbox=[664, 1634, 860, 1685]
paragraph: Τὰ κέρδη οἰκονομικὰ ἔχουν μεγάλη σημασία γιὰ τὴ θέση τῶν ἀγροτῶν. Ἡ κοοπερατίβα γίνεται τὸ σχολεῖο τοῦ σοσιαλισμοῦ καὶ ὁ χωρικὸς μαθαίνει νὰ δουλεύει συλλογικά. bbox=[242, 352, 452, 416]
listing-text: Δύο ἔργα. Ναυαρχὶς Ἐλληνόδουλη. bbox=[44, 1301, 229, 1326]
paragraph: Σύμφωνα μὲ ὅσα ἀναφέραμε, ἡ Κ.Ο.Ε. θεωρεῖ ὅτι πρέπει νὰ ἐκλεγοῦν χωρὶς ἀναβολὴ οἱ ἐξελεγκτικὲς ἐπιτροπὲς ἀπὸ τοὺς μετόχους. — ΒΑΣΙΛΕΙΟΥ ΒΡΕΒΕΡΗ. bbox=[870, 549, 1084, 613]
paragraph: Αἱ διοικήσεις τῶν σωματείων πρέπει νὰ συγκαλέσουν ἀμέσως γενικὲς συνελεύσεις γιὰ νὰ συζητήσουν τὸ ζήτημα τοῦ ἐλέγχου καὶ νὰ ἐκλέξουν ἀντιπροσώπους. bbox=[664, 781, 860, 845]
serial-column-2 bbox=[450, 1718, 652, 2188]
briefs-column bbox=[1096, 824, 1324, 1624]
paragraph: Διότι ἡ σύνθεσις τῆς Ἐπιτροπῆς πρέπει νὰ εἶναι τέτοια ὥστε νὰ ἐκπροσωπεῖ τὴ θέληση τῆς πλειοψηφίας τῶν μετόχων καὶ νὰ μὴ μπορεῖ νὰ ἐπηρεασθεῖ ἀπὸ τὰ συμφέροντα τῶν ἐργοδοτῶν. bbox=[664, 209, 860, 286]
ad-name: Α. ΚΟΥΤΣΟΠΕΤΑΛΟΥ bbox=[1103, 1193, 1317, 1217]
listing-text: (Πειραιῶς). (Ὀρχήστρα Σμυρναϊκὴ-Οἰκονόμου). bbox=[44, 1392, 183, 1430]
paragraph: «Ὁ Ταρίνα», τωρινὲς καὶ χαρές, φοβερῶν καὶ πραγμάτων ἀντιπροσώπων τῶν Ἀργεντινῶν, ἡ συνονεστικὴ ποτὲ ἔχει ἀλλὰ τὴν κόσμο δημιουργιῶν. Σὲ ἔνα ἀλλὰ ἀπὸ τὸ ἔργο καὶ τὰ ζωντανὰ ἀνθρώπινα τῆς συνειδήσεως, στὴ ζωὴ καὶ ἀγάπη. bbox=[44, 396, 230, 499]
doctor-title: ΙΑΤΡΟΣ bbox=[1418, 1780, 1476, 1796]
dateline: ΛΑΡΙΣΑ, Ὀκτώβριος. bbox=[870, 978, 993, 990]
hypati-rally-column bbox=[1096, 36, 1558, 816]
paragraph: ΥΠΑΤΗ, Ὀκτώβριος. (Τοῦ ἀνταποκριτοῦ μας). — Μὲ τὴν ἔξαψη τῆς μεγάλης δυσαρέσκειας τῶν χωρικῶν ἔγινε συλλαλητήριο στὴν Ὑπάτη ὅπου ψηφίστηκε τὸ ἀκόλουθο ψήφισμα: bbox=[1096, 121, 1322, 185]
doctor-name: ΣΩΚΡ. ΛΟΥΙΖΙΔΗΣ bbox=[1379, 1730, 1515, 1780]
headline-line-2: ΤΩΝ ΚΑΤΟΙΚΩΝ ΤΗΣ ΥΠΑΤΗΣ bbox=[1158, 63, 1496, 87]
paragraph: — Ὁ Λύκος Λάρσεν σὲ τέτοιες στιγμὲς ἦταν ἀνάλογος μὲ τὴ θάλασσα τὴν ἴδια. Κανεὶς δὲν τολμοῦσε νὰ τοῦ μιλήσει. bbox=[664, 1731, 860, 1782]
serial-column-4 bbox=[870, 1634, 1084, 2188]
listing-text: Δάκτυλοι Σέρρες μὲ τὸν Ἴβαν Πέτροβιτς. bbox=[44, 1171, 214, 1196]
teeth-text: Εἰς τὸ Ὀδοντιατρεῖον Θεσσαλονίκης (Πειραιῶς 19) κατασκευάζονται δόντια ἐκ χρυσοῦ καὶ τεχνητὰ σὲ τιμὲς προσιτὲς γιὰ ὅλους. bbox=[1336, 1665, 1558, 1714]
table-cell: Γαλλ. φρ. bbox=[1098, 978, 1150, 991]
paragraph: Εἶμαι εἴδατε τώς τὰ μάτια τοῦ Βοζίκη, τοῦ Αἰὼν Ντωντὲ καὶ τοῦ Εὐτεριπίδη. Θὰ ἐνθάζηκαν ἀπὸ τὸ δυνατὸ ἀπροβασμένο τῆς κοινωνίας τῆς Ὁλισθίδας. Ἴσως πιὸ ἄλλοι, πιὸ ἀνθρώπινοι καὶ ἀπλοί. bbox=[44, 302, 230, 392]
dateline: ΜΟΣΧΑ, 17 Ὀκτωβρίου 1928 bbox=[242, 93, 413, 105]
listing-text: (Ἑλληνικὸν Μελόδραμα). Ἀναβολὴ παραστάσεως. bbox=[44, 996, 166, 1034]
listing-text: Ὁ Ἀετὸς τῆς Ἀργεντινῆς. bbox=[44, 1327, 176, 1352]
headline-line-1: ΟΙ ΑΠΟΨΕΙΣ ΤΗΣ Κ. Ο. Ε. ΠΑΝΩ ΣΤΟ ΖΗΤΗΜΑ ΤΟΥ ΕΛΕΓΧΟΥ bbox=[492, 37, 1056, 57]
article-body bbox=[664, 781, 860, 972]
paragraph: ΠΡΑΒΙ, Ὀκτώβριος (Τοῦ ἀνταποκριτοῦ μας). — Στὶς 19 τοῦ μηνὸς ἔγινε συνέλευσις τῶν καπνεργατῶν καὶ καπνεργατριῶν τῶν καταστημάτων Γκλέν, Γεωργιάδη καὶ Κορίτσα, ὅπου ἐξετάστηκαν τὰ αἰτήματα. bbox=[1336, 859, 1558, 936]
article-body bbox=[1332, 121, 1558, 811]
table-cell: 2.11 bbox=[1243, 1017, 1268, 1030]
culture-column bbox=[44, 36, 230, 2186]
listing-name: ΣΠΛΕΝΤΙΤ bbox=[44, 1431, 103, 1443]
theatres-title: ΘΕΑΤΡΑ bbox=[44, 966, 230, 993]
table-row bbox=[1096, 966, 1324, 979]
paragraph: «Ἀς πιοῦμε γιὰ τὸ παλιὸ κρασί», εἶπε, «κι ἂς ξεχάσουμε ὅτι ὅλα τελειώνουν». bbox=[870, 1718, 1084, 1756]
